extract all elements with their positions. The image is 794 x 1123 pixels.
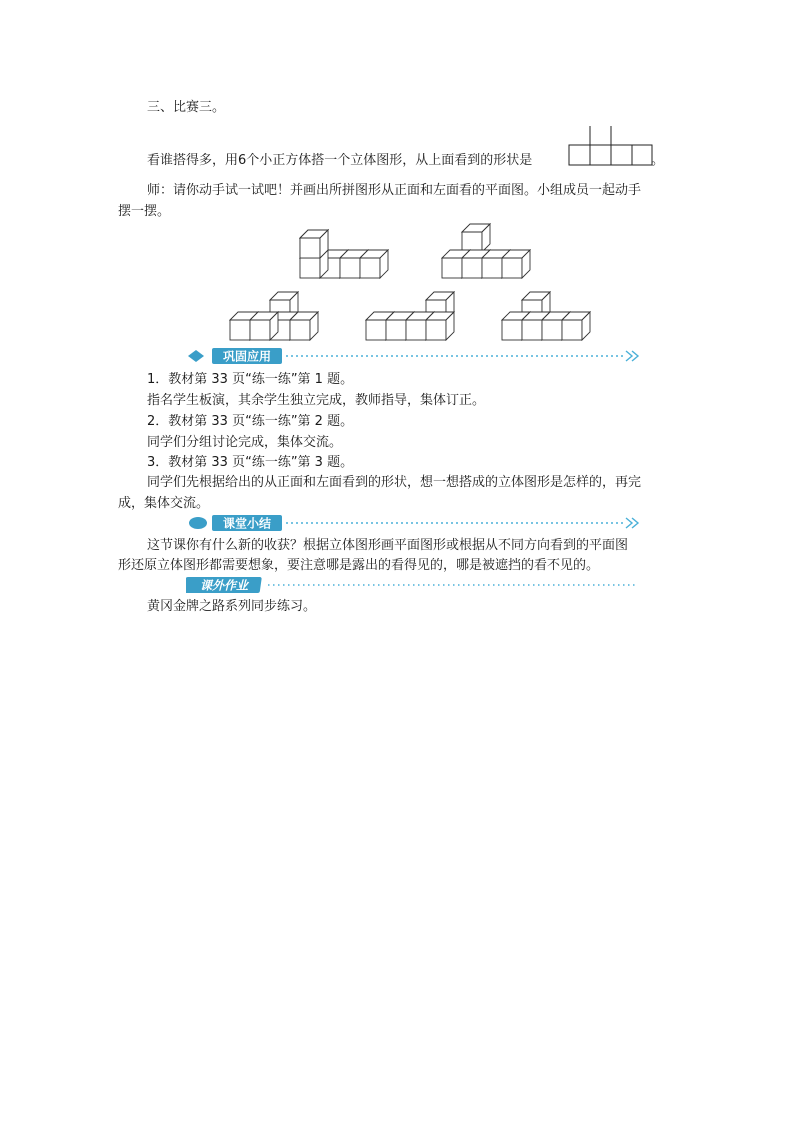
book-icon [188, 350, 204, 362]
cube-figure-3 [230, 292, 318, 340]
banner-summary [186, 514, 646, 532]
cube-figures [220, 222, 610, 346]
teacher-line-2: 摆一摆。 [118, 204, 171, 219]
exercise-1-title: 1．教材第 33 页“练一练”第 1 题。 [147, 372, 354, 387]
exercise-2-note: 同学们分组讨论完成，集体交流。 [147, 435, 343, 450]
exercise-3-title: 3．教材第 33 页“练一练”第 3 题。 [147, 455, 354, 470]
homework-line: 黄冈金牌之路系列同步练习。 [147, 599, 317, 614]
cube-figure-5 [502, 292, 590, 340]
banner-consolidate-label: 巩固应用 [222, 349, 272, 364]
exercise-3-note-line-2: 成，集体交流。 [118, 496, 210, 511]
cloud-icon [189, 517, 207, 529]
teacher-line-1: 师：请你动手试一试吧！并画出所拼图形从正面和左面看的平面图。小组成员一起动手 [147, 183, 642, 198]
banner-homework-label: 课外作业 [199, 578, 249, 593]
cube-figure-2 [442, 224, 530, 278]
section-title: 三、比赛三。 [147, 100, 226, 115]
task-line: 看谁搭得多，用6个小正方体搭一个立体图形，从上面看到的形状是 [147, 153, 533, 168]
cube-figure-1 [300, 230, 388, 278]
task-end: 。 [651, 153, 665, 168]
task-text [147, 153, 532, 169]
summary-line-1: 这节课你有什么新的收获？根据立体图形画平面图形或根据从不同方向看到的平面图 [147, 538, 629, 553]
exercise-1-note: 指名学生板演，其余学生独立完成，教师指导，集体订正。 [147, 393, 486, 408]
cube-figure-4 [366, 292, 454, 340]
banner-consolidate [186, 347, 646, 365]
banner-summary-label: 课堂小结 [222, 516, 272, 531]
exercise-2-title: 2．教材第 33 页“练一练”第 2 题。 [147, 414, 354, 429]
banner-homework [186, 576, 646, 594]
exercise-3-note-line-1: 同学们先根据给出的从正面和左面看到的形状，想一想搭成的立体图形是怎样的，再完 [147, 475, 642, 490]
summary-line-2: 形还原立体图形都需要想象，要注意哪是露出的看得见的，哪是被遮挡的看不见的。 [118, 558, 600, 573]
top-view-shape-figure [568, 126, 654, 166]
